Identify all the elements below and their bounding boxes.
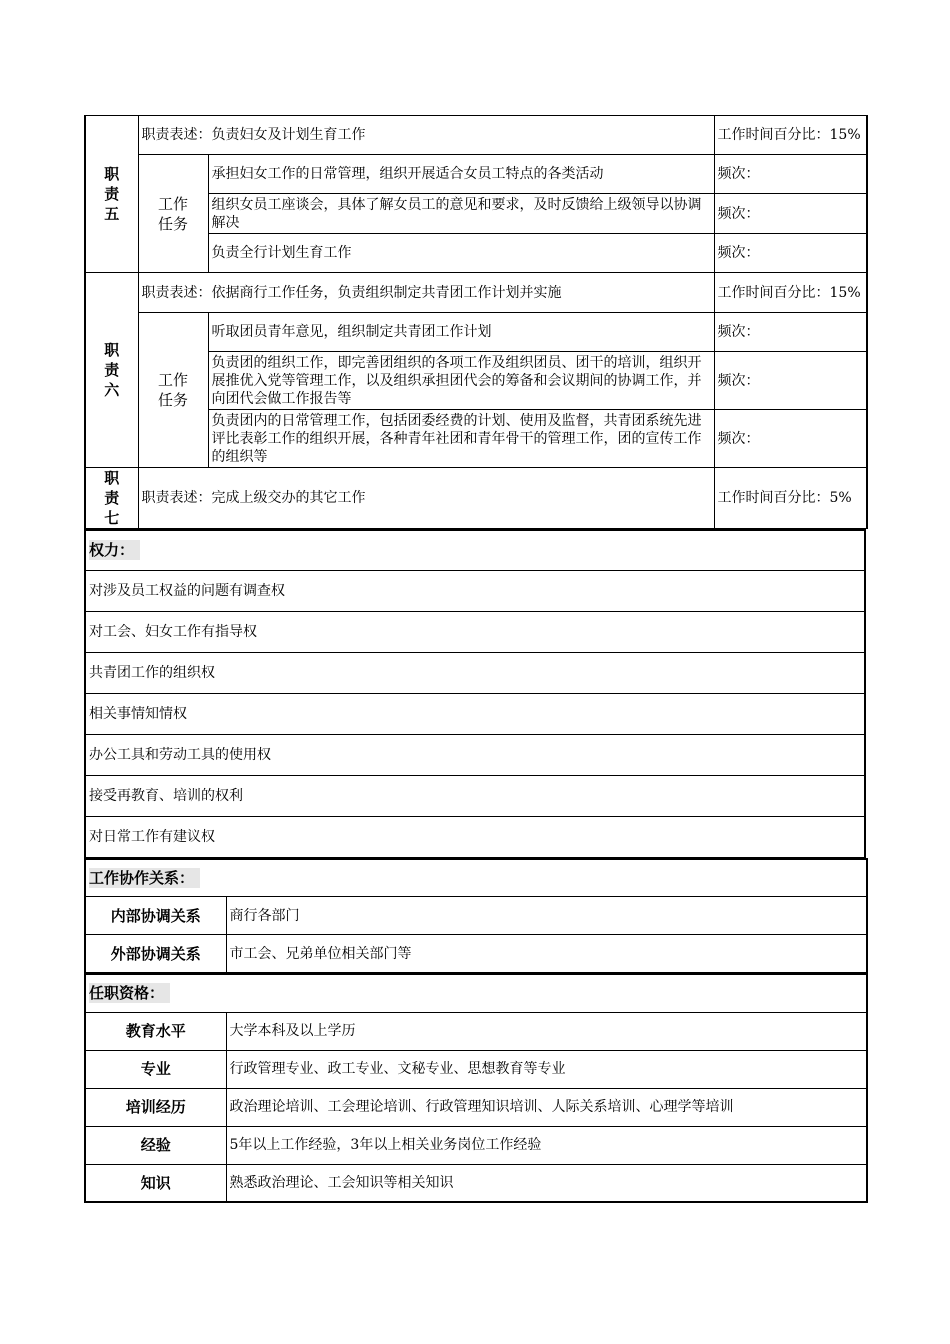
duty-6-task-row	[85, 313, 867, 352]
knowledge-label: 知识	[85, 1164, 226, 1202]
education-value: 大学本科及以上学历	[226, 1012, 867, 1050]
duty-7-heading: 职 责 七	[85, 468, 138, 529]
external-coordination-value: 市工会、兄弟单位相关部门等	[226, 935, 867, 973]
duty-5-time-percent: 工作时间百分比：15%	[714, 116, 867, 155]
powers-title: 权力：	[85, 530, 865, 570]
duty-5-description-row	[85, 116, 867, 155]
duties-table	[84, 115, 868, 529]
qualifications-table	[84, 973, 868, 1203]
major-value: 行政管理专业、政工专业、文秘专业、思想教育等专业	[226, 1050, 867, 1088]
power-item: 共青团工作的组织权	[85, 652, 865, 693]
cooperation-title: 工作协作关系：	[85, 859, 867, 897]
duty-5-task-3-frequency: 频次：	[714, 234, 867, 273]
duty-6-task-2: 负责团的组织工作，即完善团组织的各项工作及组织团员、团干的培训，组织开展推优入党等管理工作，以及组织承担团代会的筹备和会议期间的协调工作，并向团代会做工作报告等	[208, 352, 714, 410]
power-item: 接受再教育、培训的权利	[85, 775, 865, 816]
duty-6-description: 职责表述：依据商行工作任务，负责组织制定共青团工作计划并实施	[138, 273, 714, 313]
duty-6-task-3-frequency: 频次：	[714, 410, 867, 468]
duty-6-time-percent: 工作时间百分比：15%	[714, 273, 867, 313]
education-label: 教育水平	[85, 1012, 226, 1050]
duty-5-task-3: 负责全行计划生育工作	[208, 234, 714, 273]
power-item: 对日常工作有建议权	[85, 816, 865, 857]
powers-table	[84, 529, 866, 858]
power-item: 对工会、妇女工作有指导权	[85, 611, 865, 652]
duty-5-task-1-frequency: 频次：	[714, 155, 867, 194]
duty-5-task-label: 工作 任务	[138, 155, 208, 273]
duty-7-description: 职责表述：完成上级交办的其它工作	[138, 468, 714, 529]
internal-coordination-label: 内部协调关系	[85, 897, 226, 935]
knowledge-value: 熟悉政治理论、工会知识等相关知识	[226, 1164, 867, 1202]
duty-6-heading: 职 责 六	[85, 273, 138, 468]
duty-6-task-label: 工作 任务	[138, 313, 208, 468]
training-label: 培训经历	[85, 1088, 226, 1126]
training-value: 政治理论培训、工会理论培训、行政管理知识培训、人际关系培训、心理学等培训	[226, 1088, 867, 1126]
duty-7-time-percent: 工作时间百分比：5%	[714, 468, 867, 529]
internal-coordination-value: 商行各部门	[226, 897, 867, 935]
power-item: 办公工具和劳动工具的使用权	[85, 734, 865, 775]
duty-5-task-1: 承担妇女工作的日常管理，组织开展适合女员工特点的各类活动	[208, 155, 714, 194]
power-item: 对涉及员工权益的问题有调查权	[85, 570, 865, 611]
external-coordination-label: 外部协调关系	[85, 935, 226, 973]
duty-6-task-2-frequency: 频次：	[714, 352, 867, 410]
duty-5-description: 职责表述：负责妇女及计划生育工作	[138, 116, 714, 155]
job-description-sheet	[84, 115, 866, 1203]
duty-5-heading: 职 责 五	[85, 116, 138, 273]
duty-5-task-2: 组织女员工座谈会，具体了解女员工的意见和要求，及时反馈给上级领导以协调解决	[208, 194, 714, 234]
duty-6-task-1-frequency: 频次：	[714, 313, 867, 352]
qualifications-title: 任职资格：	[85, 974, 867, 1012]
duty-6-description-row	[85, 273, 867, 313]
duty-6-task-1: 听取团员青年意见，组织制定共青团工作计划	[208, 313, 714, 352]
duty-5-task-row	[85, 155, 867, 194]
power-item: 相关事情知情权	[85, 693, 865, 734]
experience-value: 5年以上工作经验，3年以上相关业务岗位工作经验	[226, 1126, 867, 1164]
duty-5-task-2-frequency: 频次：	[714, 194, 867, 234]
cooperation-table	[84, 858, 868, 974]
major-label: 专业	[85, 1050, 226, 1088]
duty-6-task-3: 负责团内的日常管理工作，包括团委经费的计划、使用及监督，共青团系统先进评比表彰工作的组织开展，各种青年社团和青年骨干的管理工作，团的宣传工作的组织等	[208, 410, 714, 468]
experience-label: 经验	[85, 1126, 226, 1164]
duty-7-row	[85, 468, 867, 529]
